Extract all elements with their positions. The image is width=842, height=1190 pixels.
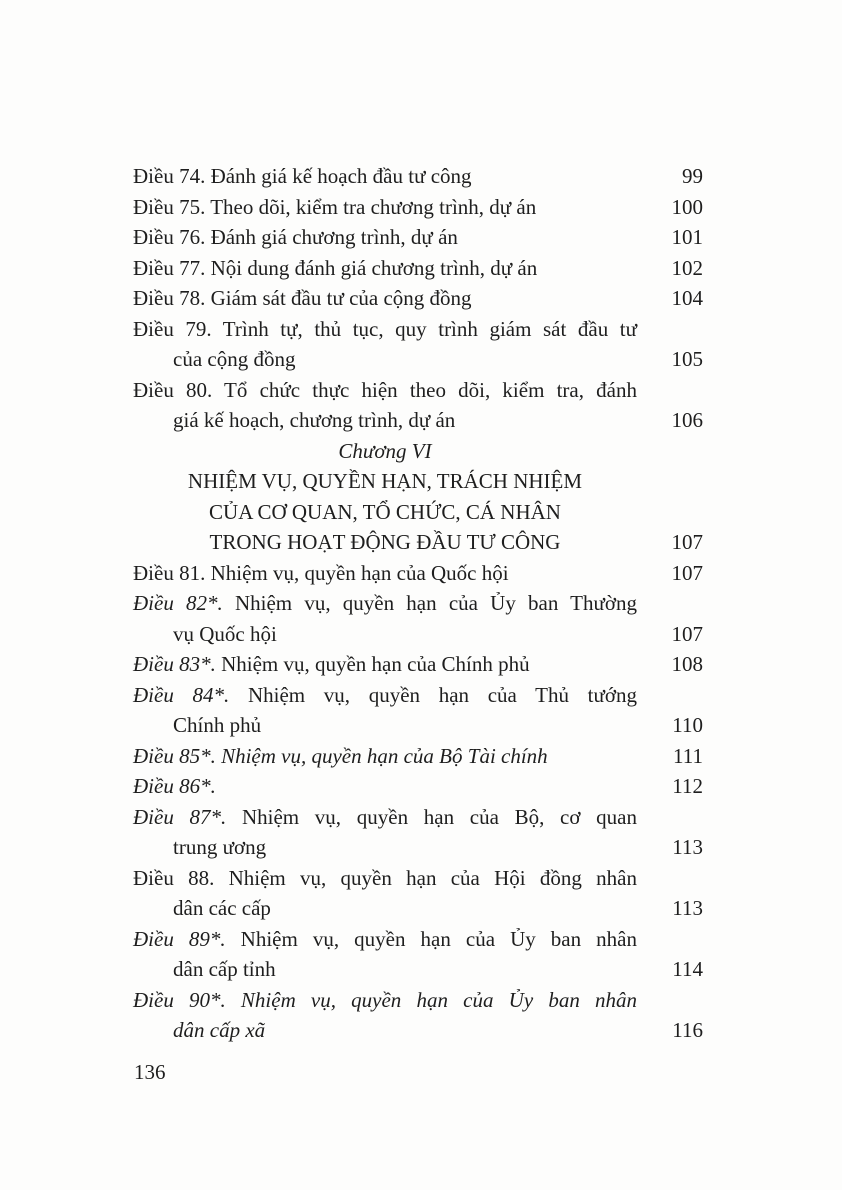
toc-entry-last-line (133, 527, 703, 558)
toc-text-segment: Điều 83*. (133, 652, 216, 676)
toc-entry-title (133, 527, 637, 558)
toc-entry-title (133, 192, 536, 223)
toc-entry (133, 558, 703, 589)
toc-text-segment: Điều 79. Trình tự, thủ tục, quy trình giám sát đầu tư (133, 316, 637, 341)
toc-page-number: 105 (671, 347, 703, 371)
toc-text-segment: Điều 74. Đánh giá kế hoạch đầu tư công (133, 164, 472, 188)
toc-text-segment: Điều 85*. Nhiệm vụ, quyền hạn của Bộ Tài chính (133, 743, 548, 768)
toc-page-number: 100 (671, 194, 703, 219)
toc-text-segment: giá kế hoạch, chương trình, dự án (173, 408, 456, 432)
toc-entry (133, 802, 703, 863)
toc-entry-last-line (133, 192, 703, 223)
toc-entry-title (133, 741, 548, 772)
toc-entry (133, 588, 703, 649)
toc-entry (133, 222, 703, 253)
toc-entry (133, 283, 703, 314)
toc-entry-line (133, 924, 637, 955)
toc-page-number: 110 (672, 713, 703, 737)
toc-text-segment: Điều 90*. Nhiệm vụ, quyền hạn của Ủy ban nhân (133, 987, 637, 1012)
toc-page-number: 112 (672, 774, 703, 798)
toc-entry-title (133, 1015, 265, 1046)
toc-page-number: 107 (671, 530, 703, 554)
toc-entry-line (133, 680, 637, 711)
toc-entry-last-line (133, 222, 703, 253)
toc-text-segment: Nhiệm vụ, quyền hạn của Ủy ban Thường (222, 591, 637, 615)
toc-entry-title (133, 344, 295, 375)
toc-page-number: 114 (672, 957, 703, 981)
toc-entry-title (133, 954, 276, 985)
toc-entry-last-line (133, 893, 703, 924)
toc-chapter-heading (133, 436, 703, 558)
toc-text-segment: vụ Quốc hội (173, 621, 277, 646)
toc-page-number: 113 (672, 896, 703, 920)
toc-text-segment: Điều 86*. (133, 774, 216, 798)
toc-text-segment: NHIỆM VỤ, QUYỀN HẠN, TRÁCH NHIỆM (187, 469, 583, 493)
toc-entry-title (133, 771, 216, 802)
toc-entry (133, 192, 703, 223)
toc-entry (133, 375, 703, 436)
toc-page-number: 113 (672, 835, 703, 859)
toc-entry-last-line (133, 741, 703, 772)
toc-text-segment: Chương VI (338, 438, 432, 463)
toc-entry-last-line (133, 832, 703, 863)
toc-text-segment: Điều 76. Đánh giá chương trình, dự án (133, 225, 458, 249)
toc-text-segment: Điều 87*. (133, 804, 227, 829)
toc-entry-line (133, 588, 637, 619)
toc-text-segment: TRONG HOẠT ĐỘNG ĐẦU TƯ CÔNG (209, 530, 561, 554)
toc-text-segment: dân các cấp (173, 896, 271, 920)
toc-entry-title (133, 161, 472, 192)
toc-page-number: 101 (671, 225, 703, 249)
toc-entry (133, 985, 703, 1046)
toc-text-segment: Nhiệm vụ, quyền hạn của Bộ, cơ quan (226, 804, 637, 829)
toc-text-segment: Điều 89*. (133, 926, 226, 951)
toc-entry-title (133, 649, 530, 680)
toc-page-number: 102 (671, 255, 703, 280)
toc-page-number: 108 (671, 652, 703, 676)
page-number-footer: 136 (134, 1060, 166, 1084)
toc-text-segment: dân cấp tỉnh (173, 957, 276, 981)
toc-entry-last-line (133, 710, 703, 741)
toc-entry (133, 771, 703, 802)
toc-page-number: 104 (671, 286, 703, 310)
toc-text-segment: Nhiệm vụ, quyền hạn của Thủ tướng (229, 682, 637, 707)
toc-text-segment: Điều 78. Giám sát đầu tư của cộng đồng (133, 286, 472, 310)
toc-entry-title (133, 893, 271, 924)
toc-entry-line (133, 985, 637, 1016)
chapter-heading-line (133, 497, 637, 528)
toc-text-segment: Điều 84*. (133, 682, 230, 707)
toc-entry-last-line (133, 1015, 703, 1046)
toc-entry-last-line (133, 619, 703, 650)
table-of-contents (133, 161, 703, 1046)
toc-entry-last-line (133, 558, 703, 589)
toc-entry-last-line (133, 405, 703, 436)
toc-text-segment: Nhiệm vụ, quyền hạn của Chính phủ (215, 652, 530, 676)
toc-text-segment: Điều 75. Theo dõi, kiểm tra chương trình, dự án (133, 194, 537, 219)
toc-text-segment: Điều 80. Tổ chức thực hiện theo dõi, kiểm tra, đánh (133, 377, 637, 402)
toc-text-segment: của cộng đồng (173, 347, 296, 371)
toc-page-number: 111 (673, 743, 703, 768)
toc-entry (133, 680, 703, 741)
toc-page-number: 107 (671, 621, 703, 646)
toc-entry-last-line (133, 771, 703, 802)
toc-page-number: 106 (671, 408, 703, 432)
toc-text-segment: Chính phủ (173, 713, 262, 737)
toc-entry (133, 924, 703, 985)
toc-entry-line (133, 863, 637, 894)
toc-page-number: 99 (682, 164, 703, 188)
chapter-heading-line (133, 466, 637, 497)
toc-entry (133, 314, 703, 375)
toc-text-segment: Điều 77. Nội dung đánh giá chương trình, dự án (133, 255, 538, 280)
toc-entry-line (133, 375, 637, 406)
chapter-heading-line (133, 436, 637, 467)
toc-entry-title (133, 832, 266, 863)
toc-entry-line (133, 314, 637, 345)
toc-entry (133, 649, 703, 680)
toc-entry-last-line (133, 649, 703, 680)
toc-text-segment: Điều 81. Nhiệm vụ, quyền hạn của Quốc hội (133, 560, 509, 585)
toc-entry (133, 253, 703, 284)
toc-text-segment: Nhiệm vụ, quyền hạn của Ủy ban nhân (225, 926, 637, 951)
toc-text-segment: trung ương (173, 835, 267, 859)
toc-entry-title (133, 710, 261, 741)
toc-entry-title (133, 558, 509, 589)
toc-entry (133, 161, 703, 192)
toc-entry-last-line (133, 253, 703, 284)
toc-text-segment: dân cấp xã (173, 1018, 266, 1042)
toc-entry-title (133, 283, 472, 314)
toc-entry-last-line (133, 283, 703, 314)
toc-text-segment: Điều 82*. (133, 591, 223, 615)
toc-entry-line (133, 802, 637, 833)
toc-entry-title (133, 222, 458, 253)
toc-text-segment: Điều 88. Nhiệm vụ, quyền hạn của Hội đồng nhân (133, 865, 637, 890)
toc-entry-last-line (133, 344, 703, 375)
toc-entry-last-line (133, 161, 703, 192)
toc-text-segment: CỦA CƠ QUAN, TỔ CHỨC, CÁ NHÂN (209, 499, 561, 524)
toc-page-number: 107 (671, 560, 703, 585)
toc-page-number: 116 (672, 1018, 703, 1042)
toc-entry-title (133, 619, 277, 650)
toc-entry (133, 741, 703, 772)
toc-entry-title (133, 405, 455, 436)
toc-entry-title (133, 253, 537, 284)
toc-entry-last-line (133, 954, 703, 985)
toc-entry (133, 863, 703, 924)
